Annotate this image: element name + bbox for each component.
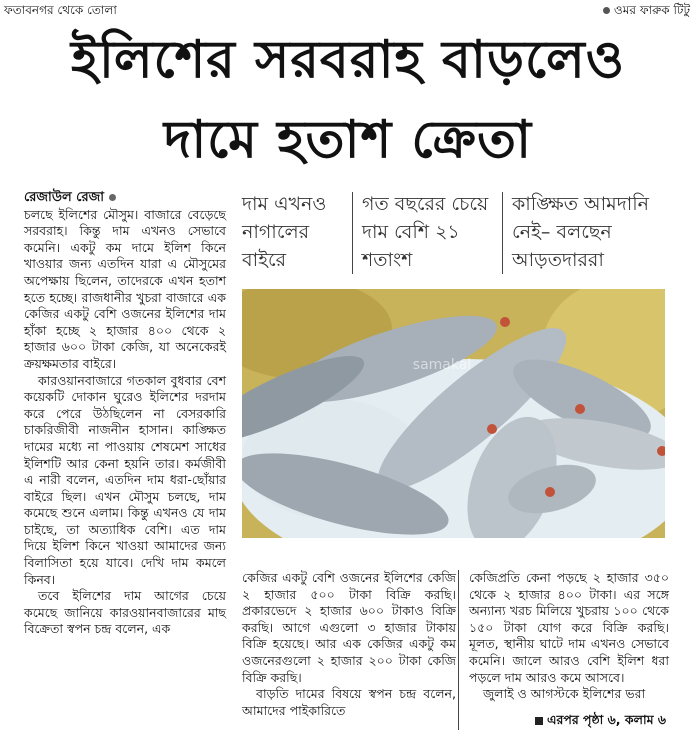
article-paragraph: কেজির একটু বেশি ওজনের ইলিশের কেজি ২ হাজার ৫০০ টাকা বিক্রি করছি। প্রকারভেদে ২ হাজার ৬০০ টাকাও বিক্রি করছি। আগে এগুলো ৩ হাজার টাকায় বিক্রি হয়েছে। আর এক কেজির একটু কম ওজনেরগুলো ২ হাজার ২০০ টাকা কেজি বিক্রি করছি। <box>242 570 456 685</box>
highlight-divider <box>352 192 353 274</box>
jump-text: এরপর পৃষ্ঠা ৬, কলাম ৬ <box>546 712 666 727</box>
photographer-credit <box>603 2 690 22</box>
bullet-icon <box>109 194 116 201</box>
byline-name: রেজাউল রেজা <box>24 190 104 205</box>
photo-watermark: samakal <box>412 357 472 373</box>
bullet-icon <box>603 7 610 14</box>
photo-location-caption: ফতাবনগর থেকে তোলা <box>4 3 117 17</box>
article-paragraph: বাড়তি দামের বিষয়ে স্বপন চন্দ্র বলেন, আমাদের পাইকারিতে <box>242 686 456 718</box>
highlight-1: দাম এখনও নাগালের বাইরে <box>242 193 327 271</box>
article-column-1 <box>24 190 226 638</box>
byline <box>24 190 226 207</box>
continued-jump-line <box>535 712 666 732</box>
article-paragraph: তবে ইলিশের দাম আগের চেয়ে কমেছে জানিয়ে কারওয়ানবাজারের মাছ বিক্রেতা স্বপন চন্দ্র বলেন, এক <box>24 588 226 637</box>
hilsa-fish-photo <box>242 289 665 538</box>
highlight-2: গত বছরের চেয়ে দাম বেশি ২১ শতাংশ <box>362 193 489 271</box>
article-paragraph: চলছে ইলিশের মৌসুম। বাজারে বেড়েছে সরবরাহ। কিন্তু দাম এখনও সেভাবে কমেনি। একটু কম দামে ইলিশ কিনে খাওয়ার জন্য এতদিন যারা এ মৌসুমের অপেক্ষায় ছিলেন, তাদেরকে এখন হতাশ হতে হচ্ছে। রাজধানীর খুচরা বাজারে এক কেজির একটু বেশি ওজনের ইলিশের দাম হাঁকা হচ্ছে ২ হাজার ৪০০ থেকে ২ হাজার ৬০০ টাকা কেজি, যা অনেকেরই ক্রয়ক্ষমতার বাইরে। <box>24 206 226 371</box>
article-column-2 <box>242 570 456 719</box>
hilsa-fish-illustration <box>242 289 665 538</box>
article-paragraph: কেজিপ্রতি কেনা পড়ছে ২ হাজার ৩৫০ থেকে ২ হাজার ৪০০ টাকা। এর সঙ্গে অন্যান্য খরচ মিলিয়ে খুচরায় ১০০ থেকে ১৫০ টাকা যোগ করে বিক্রি করছি। মূলত, স্থানীয় ঘাটে দাম এখনও সেভাবে কমেনি। জালে আরও বেশি ইলিশ ধরা পড়লে দাম আরও কমে আসবে। <box>469 570 669 685</box>
headline-line-1: ইলিশের সরবরাহ বাড়লেও <box>70 30 626 90</box>
highlight-3: কাঙ্ক্ষিত আমদানি নেই– বলছেন আড়তদাররা <box>512 193 649 271</box>
article-paragraph: জুলাই ও আগস্টকে ইলিশের ভরা <box>483 686 646 702</box>
photographer-name: ওমর ফারুক টিটু <box>613 3 690 17</box>
square-bullet-icon <box>535 717 543 725</box>
article-column-3 <box>469 570 669 703</box>
column-divider <box>458 570 459 730</box>
article-paragraph: কারওয়ানবাজারে গতকাল বুধবার বেশ কয়েকটি দোকান ঘুরেও ইলিশের দরদাম করে পেরে উঠছিলেন না বেসরকারি চাকরিজীবী নাজনীন হাসান। কাঙ্ক্ষিত দামের মধ্যে না পাওয়ায় শেষমেশ সাধের ইলিশটি আর কেনা হয়নি তার। কর্মজীবী এ নারী বলেন, এতদিন দাম ধরা-ছোঁয়ার বাইরে ছিল। এখন মৌসুম চলছে, দাম কমেছে শুনে এলাম। কিন্তু এখনও যে দাম চাইছে, তা অত্যাধিক বেশি। এত দাম দিয়ে ইলিশ কিনে খাওয়া আমাদের জন্য বিলাসিতা হয়ে যাবে। দেখি দাম কমলে কিনব। <box>24 372 226 587</box>
top-credit-bar <box>0 0 696 20</box>
headline-line-2: দামে হতাশ ক্রেতা <box>163 110 533 170</box>
highlight-divider <box>502 192 503 274</box>
